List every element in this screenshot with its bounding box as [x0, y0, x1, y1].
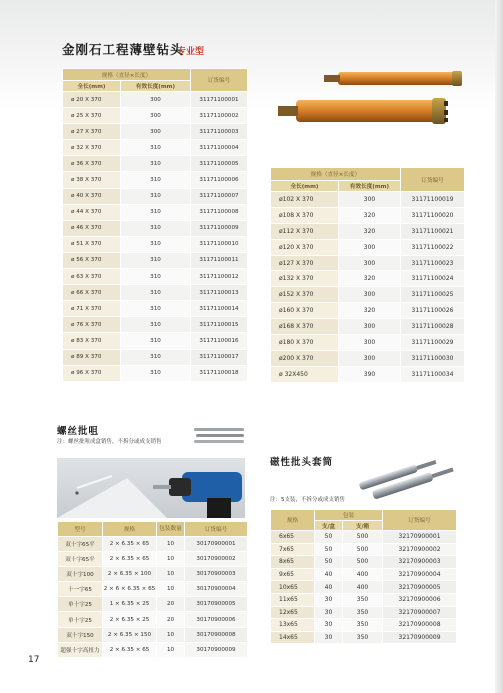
table-cell: 32170900007	[383, 606, 457, 619]
table-cell: ø 38 X 370	[63, 172, 121, 188]
table-row	[271, 319, 465, 335]
header-order-code: 订货编号	[185, 522, 248, 537]
table-cell: 31171100026	[401, 303, 465, 319]
table-cell: 8x65	[271, 556, 315, 569]
section-note-magnetic-sockets: 注：5支装，不拆分或成支销售	[270, 497, 346, 503]
table-cell: 500	[343, 543, 383, 556]
table-cell: 32170900005	[383, 581, 457, 594]
table-cell: 31171100001	[191, 92, 248, 108]
power-drill-image	[57, 458, 245, 518]
table-cell: 300	[339, 255, 401, 271]
table-cell: 6x65	[271, 531, 315, 544]
table-cell: ø108 X 370	[271, 207, 339, 223]
table-cell: 31171100009	[191, 220, 248, 236]
table-cell: 310	[121, 269, 191, 285]
table-cell: 10	[157, 552, 185, 567]
table-row	[271, 271, 465, 287]
table-cell: ø 51 X 370	[63, 236, 121, 252]
table-cell: 双十字65平	[58, 537, 103, 552]
table-row	[63, 301, 248, 317]
table-cell: 390	[339, 366, 401, 382]
table-cell: 31171100030	[401, 350, 465, 366]
table-cell: 31171100021	[401, 223, 465, 239]
table-cell: ø 66 X 370	[63, 285, 121, 301]
table-cell: 300	[121, 124, 191, 140]
table-row	[63, 156, 248, 172]
page-number: 17	[28, 655, 40, 665]
table-cell: ø 20 X 370	[63, 92, 121, 108]
table-cell: ø112 X 370	[271, 223, 339, 239]
table-cell: 2 × 6.35 × 65	[103, 642, 157, 657]
table-cell: 50	[315, 556, 343, 569]
table-cell: 310	[121, 140, 191, 156]
table-cell: ø 96 X 370	[63, 365, 121, 381]
table-cell: 超强十字高扭力	[58, 642, 103, 657]
table-row	[58, 642, 248, 657]
header-total-length: 全长(mm)	[63, 81, 121, 92]
table-cell: 2 × 6.35 × 150	[103, 627, 157, 642]
table-cell: 31171100002	[191, 108, 248, 124]
table-row	[58, 627, 248, 642]
table-cell: 31171100019	[401, 192, 465, 208]
table-cell: 十一字65	[58, 582, 103, 597]
drill-spec-table-small	[62, 68, 248, 382]
table-cell: 10	[157, 582, 185, 597]
table-cell: 300	[339, 239, 401, 255]
table-cell: 300	[339, 319, 401, 335]
table-cell: 7x65	[271, 543, 315, 556]
table-cell: 31171100006	[191, 172, 248, 188]
table-cell: 350	[343, 631, 383, 644]
section-title-core-drill: 金刚石工程薄壁钻头	[62, 42, 184, 57]
table-cell: ø 56 X 370	[63, 252, 121, 268]
table-cell: 310	[121, 252, 191, 268]
header-model: 型号	[58, 522, 103, 537]
table-row	[271, 531, 457, 544]
table-cell: 310	[121, 365, 191, 381]
table-row	[63, 204, 248, 220]
table-row	[271, 581, 457, 594]
table-cell: 310	[121, 236, 191, 252]
table-row	[58, 567, 248, 582]
section-title-magnetic-sockets: 磁性批头套筒	[270, 457, 334, 468]
table-cell: ø120 X 370	[271, 239, 339, 255]
header-per-case: 支/箱	[343, 521, 383, 531]
table-cell: ø127 X 370	[271, 255, 339, 271]
table-row	[63, 108, 248, 124]
table-cell: 50	[315, 543, 343, 556]
table-row	[271, 223, 465, 239]
table-cell: 320	[339, 271, 401, 287]
table-row	[63, 333, 248, 349]
header-spec: 规格	[271, 510, 315, 531]
table-row	[271, 631, 457, 644]
table-cell: ø168 X 370	[271, 319, 339, 335]
table-cell: ø 32 X 370	[63, 140, 121, 156]
table-row	[63, 92, 248, 108]
table-cell: 300	[121, 92, 191, 108]
screwdriver-bits-table	[57, 521, 248, 658]
table-cell: 30170900002	[185, 552, 248, 567]
screwdriver-bits-image	[192, 425, 247, 447]
table-cell: 10	[157, 537, 185, 552]
table-cell: ø160 X 370	[271, 303, 339, 319]
header-order-code: 订货编号	[191, 69, 248, 92]
table-cell: 31171100012	[191, 269, 248, 285]
header-order-code: 订货编号	[383, 510, 457, 531]
table-cell: ø 63 X 370	[63, 269, 121, 285]
table-cell: 320	[339, 207, 401, 223]
table-cell: 单十字25	[58, 612, 103, 627]
header-effective-length: 有效长度(mm)	[121, 81, 191, 92]
table-row	[271, 303, 465, 319]
table-cell: 双十字65平	[58, 552, 103, 567]
table-cell: ø 40 X 370	[63, 188, 121, 204]
table-cell: 1 × 6.35 × 25	[103, 597, 157, 612]
magnetic-sockets-image	[350, 460, 462, 500]
table-row	[271, 287, 465, 303]
table-cell: 30170900004	[185, 582, 248, 597]
table-cell: 2 × 6.35 × 100	[103, 567, 157, 582]
table-row	[271, 207, 465, 223]
table-cell: 单十字25	[58, 597, 103, 612]
table-cell: 31171100022	[401, 239, 465, 255]
table-row	[271, 192, 465, 208]
section-note-screwdriver-bits: 注：螺丝批咀成盒销售，不拆分或成支销售	[57, 439, 162, 445]
table-cell: 31171100020	[401, 207, 465, 223]
table-cell: 32170900001	[383, 531, 457, 544]
table-cell: 32170900004	[383, 568, 457, 581]
table-cell: ø 71 X 370	[63, 301, 121, 317]
table-cell: 31171100008	[191, 204, 248, 220]
header-per-box: 支/盒	[315, 521, 343, 531]
table-cell: 310	[121, 317, 191, 333]
table-cell: 32170900006	[383, 593, 457, 606]
table-cell: 350	[343, 606, 383, 619]
table-cell: 12x65	[271, 606, 315, 619]
table-cell: 9x65	[271, 568, 315, 581]
table-row	[271, 366, 465, 382]
table-cell: 30170900009	[185, 642, 248, 657]
header-order-code: 订货编号	[401, 168, 465, 192]
table-cell: 310	[121, 349, 191, 365]
table-row	[63, 188, 248, 204]
table-cell: 40	[315, 568, 343, 581]
header-spec: 规格（直径×长度）	[63, 69, 191, 81]
table-row	[58, 537, 248, 552]
table-cell: 310	[121, 220, 191, 236]
table-row	[271, 606, 457, 619]
table-cell: 30	[315, 631, 343, 644]
table-cell: 10x65	[271, 581, 315, 594]
table-row	[63, 365, 248, 381]
table-cell: 31171100003	[191, 124, 248, 140]
table-cell: 31171100018	[191, 365, 248, 381]
table-cell: 30170900005	[185, 597, 248, 612]
table-cell: ø 36 X 370	[63, 156, 121, 172]
table-cell: 400	[343, 568, 383, 581]
table-cell: 双十字100	[58, 567, 103, 582]
table-cell: 2 × 6.35 × 25	[103, 612, 157, 627]
table-cell: 310	[121, 301, 191, 317]
table-cell: 2 × 6.35 × 65	[103, 552, 157, 567]
table-cell: 20	[157, 612, 185, 627]
table-cell: 310	[121, 333, 191, 349]
drill-spec-table-large	[270, 167, 465, 383]
table-row	[63, 252, 248, 268]
table-row	[271, 350, 465, 366]
table-cell: ø 44 X 370	[63, 204, 121, 220]
table-cell: 31171100034	[401, 366, 465, 382]
header-spec: 规格（直径×长度）	[271, 168, 401, 181]
table-row	[63, 220, 248, 236]
table-cell: ø132 X 370	[271, 271, 339, 287]
table-cell: 320	[339, 303, 401, 319]
table-cell: 10	[157, 627, 185, 642]
table-cell: 31171100016	[191, 333, 248, 349]
table-cell: 2 × 6.35 × 65	[103, 537, 157, 552]
table-cell: 500	[343, 556, 383, 569]
table-cell: 300	[121, 108, 191, 124]
table-cell: 30170900001	[185, 537, 248, 552]
table-cell: 50	[315, 531, 343, 544]
table-row	[63, 269, 248, 285]
page-edge	[495, 0, 503, 693]
header-pack-qty: 包装数量	[157, 522, 185, 537]
table-cell: 32170900002	[383, 543, 457, 556]
table-cell: 双十字150	[58, 627, 103, 642]
table-cell: ø152 X 370	[271, 287, 339, 303]
core-drill-bits-image	[268, 66, 476, 156]
table-row	[63, 349, 248, 365]
table-row	[58, 597, 248, 612]
table-row	[58, 552, 248, 567]
table-cell: 500	[343, 531, 383, 544]
table-cell: ø180 X 370	[271, 335, 339, 351]
table-row	[63, 317, 248, 333]
table-cell: 32170900008	[383, 619, 457, 632]
table-row	[63, 236, 248, 252]
table-cell: 31171100024	[401, 271, 465, 287]
table-cell: 300	[339, 287, 401, 303]
table-cell: ø 76 X 370	[63, 317, 121, 333]
table-row	[271, 619, 457, 632]
table-row	[58, 582, 248, 597]
table-cell: ø 83 X 370	[63, 333, 121, 349]
table-cell: 40	[315, 581, 343, 594]
table-cell: 31171100029	[401, 335, 465, 351]
table-cell: ø 25 X 370	[63, 108, 121, 124]
table-cell: ø102 X 370	[271, 192, 339, 208]
table-cell: 320	[339, 223, 401, 239]
table-cell: 350	[343, 593, 383, 606]
table-cell: 10	[157, 642, 185, 657]
table-row	[271, 239, 465, 255]
table-cell: 310	[121, 188, 191, 204]
header-total-length: 全长(mm)	[271, 181, 339, 192]
table-cell: 400	[343, 581, 383, 594]
table-cell: 20	[157, 597, 185, 612]
table-cell: 310	[121, 204, 191, 220]
table-cell: 300	[339, 350, 401, 366]
section-title-screwdriver-bits: 螺丝批咀	[57, 426, 100, 437]
table-cell: ø 27 X 370	[63, 124, 121, 140]
table-cell: 31171100014	[191, 301, 248, 317]
table-cell: 30	[315, 593, 343, 606]
table-row	[63, 172, 248, 188]
table-cell: 300	[339, 192, 401, 208]
table-row	[271, 543, 457, 556]
table-cell: 310	[121, 156, 191, 172]
table-row	[63, 140, 248, 156]
table-cell: 31171100011	[191, 252, 248, 268]
table-cell: 30170900008	[185, 627, 248, 642]
table-cell: 31171100023	[401, 255, 465, 271]
table-cell: 11x65	[271, 593, 315, 606]
table-cell: 31171100015	[191, 317, 248, 333]
table-cell: 30170900006	[185, 612, 248, 627]
table-cell: 31171100007	[191, 188, 248, 204]
table-cell: 300	[339, 335, 401, 351]
magnetic-sockets-table	[270, 509, 457, 644]
table-row	[63, 124, 248, 140]
table-cell: 31171100010	[191, 236, 248, 252]
table-cell: 32170900009	[383, 631, 457, 644]
table-cell: ø 32X450	[271, 366, 339, 382]
table-cell: 31171100013	[191, 285, 248, 301]
table-cell: 32170900003	[383, 556, 457, 569]
table-row	[58, 612, 248, 627]
table-row	[63, 285, 248, 301]
table-row	[271, 593, 457, 606]
table-cell: 30170900003	[185, 567, 248, 582]
table-cell: 310	[121, 285, 191, 301]
table-cell: 31171100025	[401, 287, 465, 303]
table-cell: ø200 X 370	[271, 350, 339, 366]
table-cell: 31171100004	[191, 140, 248, 156]
table-cell: 31171100028	[401, 319, 465, 335]
table-cell: 13x65	[271, 619, 315, 632]
table-cell: 31171100005	[191, 156, 248, 172]
header-pack: 包装	[315, 510, 383, 521]
table-cell: 10	[157, 567, 185, 582]
table-cell: ø 89 X 370	[63, 349, 121, 365]
table-cell: 350	[343, 619, 383, 632]
header-spec: 规格	[103, 522, 157, 537]
table-cell: 30	[315, 606, 343, 619]
table-cell: 31171100017	[191, 349, 248, 365]
table-cell: 30	[315, 619, 343, 632]
table-row	[271, 255, 465, 271]
table-row	[271, 335, 465, 351]
table-cell: ø 46 X 370	[63, 220, 121, 236]
table-cell: 14x65	[271, 631, 315, 644]
table-cell: 310	[121, 172, 191, 188]
table-row	[271, 568, 457, 581]
table-cell: 2 × 6 × 6.35 × 65	[103, 582, 157, 597]
table-row	[271, 556, 457, 569]
section-tag-professional: 专业型	[177, 47, 205, 57]
header-effective-length: 有效长度(mm)	[339, 181, 401, 192]
